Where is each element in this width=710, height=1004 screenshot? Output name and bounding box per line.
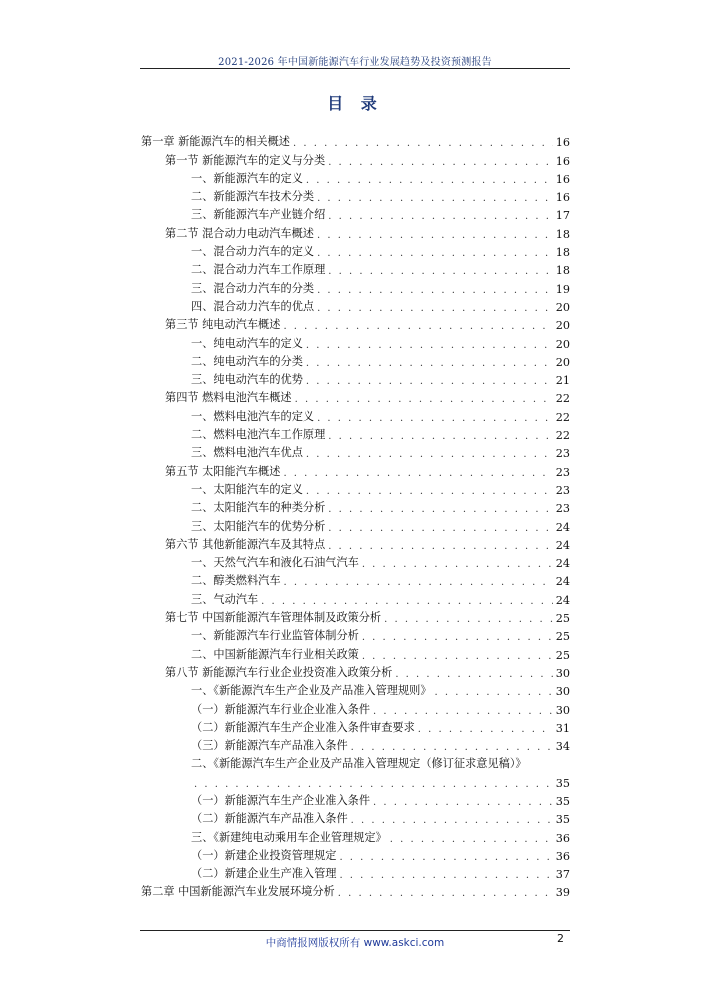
toc-entry-page: 35 bbox=[555, 794, 570, 808]
toc-entry-label: 二、纯电动汽车的分类 bbox=[191, 354, 303, 368]
toc-entry-page: 17 bbox=[555, 209, 570, 223]
toc-entry-page: 23 bbox=[555, 483, 570, 497]
toc-leader-dots bbox=[351, 815, 553, 826]
toc-entry-label: 第四节 燃料电池汽车概述 bbox=[165, 391, 292, 405]
toc-entry-label: 三、燃料电池汽车优点 bbox=[191, 446, 303, 460]
toc-leader-dots bbox=[283, 321, 552, 332]
toc-entry-page: 31 bbox=[555, 721, 570, 735]
toc-entry-label: 第二节 混合动力电动汽车概述 bbox=[165, 226, 314, 240]
toc-entry-page: 24 bbox=[555, 557, 570, 571]
toc-entry-label: 三、太阳能汽车的优势分析 bbox=[191, 519, 326, 533]
toc-entry-label: 一、纯电动汽车的定义 bbox=[191, 336, 303, 350]
toc-leader-dots bbox=[261, 596, 553, 607]
toc-entry-page: 16 bbox=[555, 154, 570, 168]
toc-entry[interactable] bbox=[141, 149, 570, 167]
toc-entry[interactable] bbox=[141, 460, 570, 478]
toc-entry-label: 三、混合动力汽车的分类 bbox=[191, 281, 315, 295]
toc-entry-label: （一）新建企业投资管理规定 bbox=[191, 848, 337, 862]
toc-leader-dots bbox=[384, 614, 553, 625]
toc-entry-page: 20 bbox=[555, 337, 570, 351]
toc-leader-dots bbox=[317, 303, 553, 314]
toc-entry[interactable] bbox=[141, 259, 570, 277]
toc-entry[interactable] bbox=[141, 808, 570, 826]
toc-entry-label: 一、新能源汽车的定义 bbox=[191, 171, 303, 185]
toc-entry-page: 36 bbox=[555, 831, 570, 845]
toc-entry-label: 二、混合动力汽车工作原理 bbox=[191, 263, 326, 277]
toc-entry-label: 二、醇类燃料汽车 bbox=[191, 574, 281, 588]
page-header: 2021-2026 年中国新能源汽车行业发展趋势及投资预测报告 bbox=[218, 57, 492, 68]
toc-entry[interactable] bbox=[141, 863, 570, 881]
toc-entry[interactable] bbox=[141, 479, 570, 497]
toc-entry[interactable] bbox=[141, 534, 570, 552]
toc-entry[interactable] bbox=[141, 607, 570, 625]
toc-entry[interactable] bbox=[141, 845, 570, 863]
toc-leader-dots bbox=[328, 541, 553, 552]
toc-leader-dots bbox=[390, 834, 553, 845]
toc-entry-page: 24 bbox=[555, 538, 570, 552]
toc-entry-page: 25 bbox=[555, 612, 570, 626]
toc-entry-page: 21 bbox=[555, 374, 570, 388]
header-divider bbox=[140, 68, 570, 69]
toc-entry-label: 一、太阳能汽车的定义 bbox=[191, 482, 303, 496]
toc-leader-dots bbox=[351, 742, 553, 753]
toc-entry-page: 39 bbox=[555, 886, 570, 900]
toc-entry[interactable] bbox=[141, 515, 570, 533]
toc-entry-label: 一、混合动力汽车的定义 bbox=[191, 245, 315, 259]
toc-leader-dots bbox=[339, 852, 552, 863]
toc-entry-page: 19 bbox=[555, 282, 570, 296]
toc-entry-page: 34 bbox=[555, 740, 570, 754]
toc-entry-page: 35 bbox=[555, 813, 570, 827]
toc-entry-label: 二、燃料电池汽车工作原理 bbox=[191, 428, 326, 442]
toc-entry[interactable] bbox=[141, 277, 570, 295]
toc-entry-label: （二）新建企业生产准入管理 bbox=[191, 867, 337, 881]
toc-entry-label: 第一章 新能源汽车的相关概述 bbox=[141, 135, 290, 149]
toc-entry-page: 35 bbox=[555, 776, 570, 790]
toc-entry-page: 18 bbox=[555, 264, 570, 278]
toc-entry[interactable] bbox=[141, 241, 570, 259]
toc-entry[interactable] bbox=[141, 698, 570, 716]
toc-entry[interactable] bbox=[141, 131, 570, 149]
toc-entry-page: 20 bbox=[555, 355, 570, 369]
toc-entry[interactable] bbox=[141, 186, 570, 204]
toc-leader-dots bbox=[306, 175, 553, 186]
toc-entry-label: （二）新能源汽车产品准入条件 bbox=[191, 812, 348, 826]
toc-leader-dots bbox=[317, 285, 553, 296]
toc-entry-label: 二、太阳能汽车的种类分析 bbox=[191, 501, 326, 515]
toc-entry[interactable] bbox=[141, 351, 570, 369]
toc-leader-dots bbox=[283, 468, 552, 479]
toc-entry-label: 第六节 其他新能源汽车及其特点 bbox=[165, 537, 326, 551]
toc-entry[interactable] bbox=[141, 296, 570, 314]
toc-entry-page: 24 bbox=[555, 593, 570, 607]
table-of-contents bbox=[141, 131, 570, 899]
toc-leader-dots bbox=[306, 449, 553, 460]
toc-entry-label: 三、新能源汽车产业链介绍 bbox=[191, 208, 326, 222]
toc-entry-page: 24 bbox=[555, 575, 570, 589]
toc-entry[interactable] bbox=[141, 771, 570, 789]
toc-leader-dots bbox=[338, 888, 553, 899]
toc-entry-label: 三、气动汽车 bbox=[191, 592, 259, 606]
toc-entry-page: 20 bbox=[555, 319, 570, 333]
toc-entry[interactable] bbox=[141, 588, 570, 606]
toc-leader-dots bbox=[362, 632, 553, 643]
footer-divider bbox=[140, 930, 570, 931]
toc-entry-page: 25 bbox=[555, 648, 570, 662]
toc-entry-page: 30 bbox=[555, 666, 570, 680]
toc-entry[interactable] bbox=[141, 552, 570, 570]
toc-entry-page: 23 bbox=[555, 465, 570, 479]
toc-leader-dots bbox=[306, 486, 553, 497]
toc-leader-dots bbox=[362, 651, 553, 662]
toc-entry[interactable] bbox=[141, 570, 570, 588]
toc-entry-page: 18 bbox=[555, 227, 570, 241]
toc-leader-dots bbox=[306, 376, 553, 387]
toc-leader-dots bbox=[328, 523, 552, 534]
toc-entry-page: 23 bbox=[555, 502, 570, 516]
toc-leader-dots bbox=[284, 577, 553, 588]
toc-entry[interactable] bbox=[141, 204, 570, 222]
toc-entry-label: 一、新能源汽车行业监管体制分析 bbox=[191, 629, 359, 643]
toc-entry-page: 22 bbox=[555, 410, 570, 424]
toc-entry-label: （一）新能源汽车行业企业准入条件 bbox=[191, 702, 371, 716]
toc-entry-page: 20 bbox=[555, 300, 570, 314]
toc-entry-page: 30 bbox=[555, 703, 570, 717]
toc-leader-dots bbox=[317, 230, 553, 241]
toc-entry[interactable] bbox=[141, 643, 570, 661]
toc-entry[interactable] bbox=[141, 717, 570, 735]
toc-leader-dots bbox=[328, 157, 553, 168]
footer-copyright: 中商情报网版权所有 www.askci.com bbox=[265, 937, 445, 949]
toc-leader-dots bbox=[317, 193, 553, 204]
toc-leader-dots bbox=[395, 669, 552, 680]
page-number: 2 bbox=[557, 932, 564, 945]
toc-entry-page: 23 bbox=[555, 447, 570, 461]
toc-entry-label: 二、中国新能源汽车行业相关政策 bbox=[191, 647, 359, 661]
toc-entry-label: （二）新能源汽车生产企业准入条件审查要求 bbox=[191, 720, 415, 734]
toc-entry[interactable] bbox=[141, 735, 570, 753]
toc-entry[interactable] bbox=[141, 497, 570, 515]
toc-entry[interactable] bbox=[141, 168, 570, 186]
toc-entry[interactable] bbox=[141, 625, 570, 643]
toc-entry-page: 22 bbox=[555, 392, 570, 406]
toc-entry-label: 一、《新能源汽车生产企业及产品准入管理规则》 bbox=[191, 684, 432, 698]
toc-leader-dots bbox=[194, 779, 553, 790]
toc-entry-page: 18 bbox=[555, 246, 570, 260]
toc-entry-label: 第一节 新能源汽车的定义与分类 bbox=[165, 153, 326, 167]
toc-leader-dots bbox=[328, 211, 552, 222]
toc-leader-dots bbox=[339, 870, 552, 881]
toc-entry-label: 一、天然气汽车和液化石油气汽车 bbox=[191, 556, 359, 570]
toc-leader-dots bbox=[435, 687, 553, 698]
toc-entry-page: 16 bbox=[555, 136, 570, 150]
toc-entry-label: 第八节 新能源汽车行业企业投资准入政策分析 bbox=[165, 665, 393, 679]
toc-entry[interactable] bbox=[141, 826, 570, 844]
toc-entry-label: 三、纯电动汽车的优势 bbox=[191, 373, 303, 387]
toc-leader-dots bbox=[328, 266, 552, 277]
toc-leader-dots bbox=[306, 340, 553, 351]
toc-entry-page: 22 bbox=[555, 429, 570, 443]
toc-entry-label: 一、燃料电池汽车的定义 bbox=[191, 409, 315, 423]
toc-entry[interactable] bbox=[141, 881, 570, 899]
toc-leader-dots bbox=[317, 248, 553, 259]
toc-entry-page: 25 bbox=[555, 630, 570, 644]
toc-entry-label: 四、混合动力汽车的优点 bbox=[191, 299, 315, 313]
toc-entry[interactable] bbox=[141, 369, 570, 387]
toc-leader-dots bbox=[306, 358, 553, 369]
toc-entry[interactable] bbox=[141, 405, 570, 423]
toc-leader-dots bbox=[373, 706, 553, 717]
toc-leader-dots bbox=[293, 138, 553, 149]
toc-leader-dots bbox=[328, 431, 552, 442]
toc-entry[interactable] bbox=[141, 790, 570, 808]
toc-entry[interactable] bbox=[141, 387, 570, 405]
toc-leader-dots bbox=[418, 724, 553, 735]
toc-entry[interactable] bbox=[141, 680, 570, 698]
toc-entry-page: 16 bbox=[555, 172, 570, 186]
toc-entry-page: 37 bbox=[555, 868, 570, 882]
toc-entry-label: 二、新能源汽车技术分类 bbox=[191, 190, 315, 204]
toc-entry-label: 二、《新能源汽车生产企业及产品准入管理规定（修订征求意见稿）》 bbox=[191, 757, 527, 771]
toc-entry-label: 第二章 中国新能源汽车业发展环境分析 bbox=[141, 885, 335, 899]
toc-entry-label: （一）新能源汽车生产企业准入条件 bbox=[191, 793, 371, 807]
toc-entry-label: 三、《新建纯电动乘用车企业管理规定》 bbox=[191, 830, 387, 844]
toc-entry[interactable] bbox=[141, 753, 570, 771]
toc-leader-dots bbox=[362, 559, 553, 570]
toc-leader-dots bbox=[328, 504, 552, 515]
toc-entry[interactable] bbox=[141, 424, 570, 442]
toc-entry[interactable] bbox=[141, 442, 570, 460]
toc-entry[interactable] bbox=[141, 332, 570, 350]
toc-leader-dots bbox=[317, 413, 553, 424]
toc-entry-label: （三）新能源汽车产品准入条件 bbox=[191, 739, 348, 753]
toc-entry-page: 36 bbox=[555, 849, 570, 863]
toc-entry[interactable] bbox=[141, 222, 570, 240]
page-title: 目 录 bbox=[327, 94, 383, 113]
toc-entry-label: 第三节 纯电动汽车概述 bbox=[165, 318, 281, 332]
toc-entry-page: 30 bbox=[555, 685, 570, 699]
toc-leader-dots bbox=[373, 797, 553, 808]
toc-entry-page: 16 bbox=[555, 191, 570, 205]
toc-entry[interactable] bbox=[141, 662, 570, 680]
toc-entry[interactable] bbox=[141, 314, 570, 332]
toc-entry-label: 第五节 太阳能汽车概述 bbox=[165, 464, 281, 478]
toc-leader-dots bbox=[295, 394, 553, 405]
toc-entry-label: 第七节 中国新能源汽车管理体制及政策分析 bbox=[165, 611, 382, 625]
toc-entry-page: 24 bbox=[555, 520, 570, 534]
